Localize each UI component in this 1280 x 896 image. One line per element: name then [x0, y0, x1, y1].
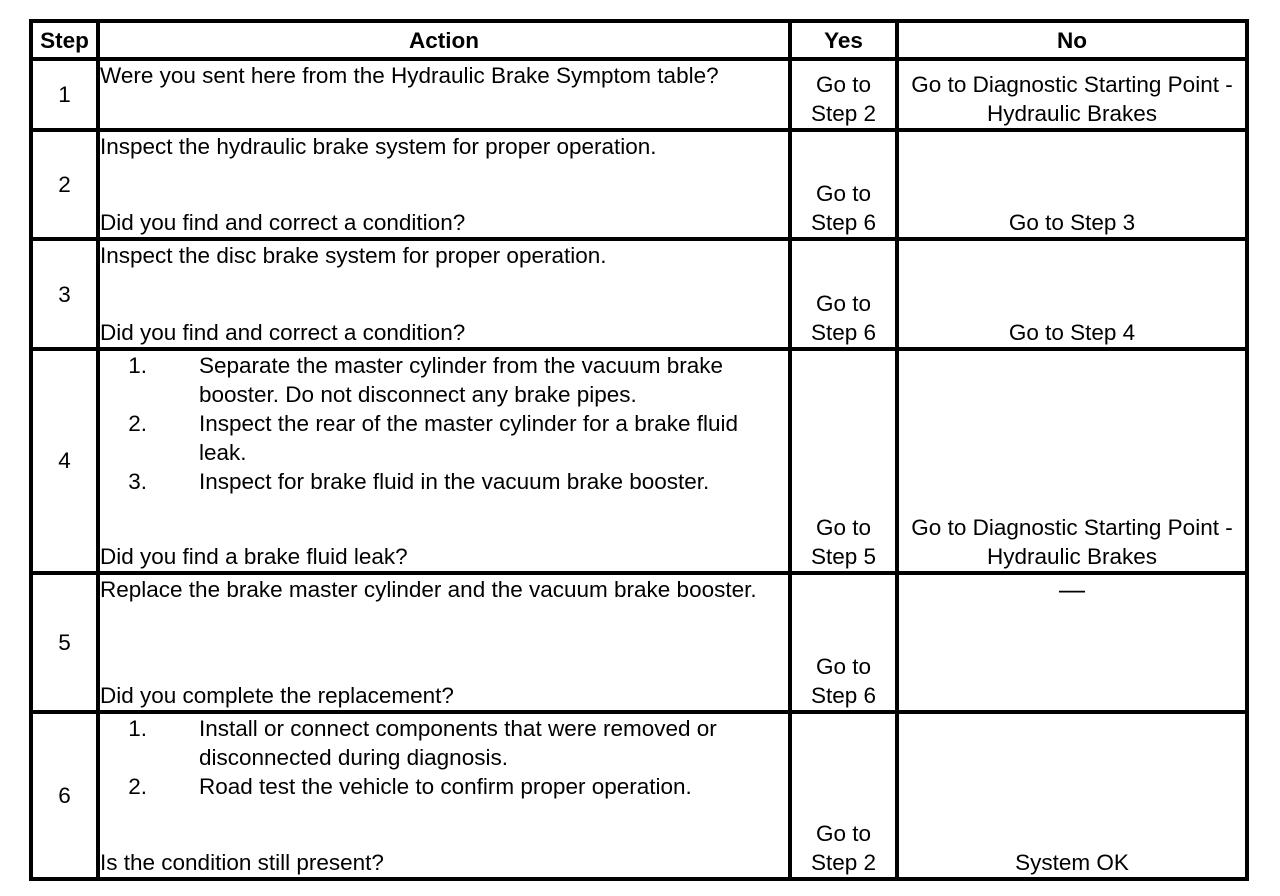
- step-number: 5: [31, 573, 98, 711]
- list-text: Separate the master cylinder from the vacuum brake booster. Do not disconnect any brake pipes.: [199, 352, 723, 407]
- header-row: [31, 21, 1247, 59]
- yes-cell: Go to Step 2: [790, 59, 897, 130]
- no-cell: —: [897, 573, 1247, 711]
- list-item: [100, 714, 788, 772]
- instruction-list: [100, 351, 788, 496]
- yes-cell: Go to Step 6: [790, 573, 897, 711]
- header-yes: Yes: [790, 21, 897, 59]
- header-action: Action: [98, 21, 790, 59]
- list-item: [100, 351, 788, 409]
- action-cell: [98, 349, 790, 574]
- list-text: Install or connect components that were removed or disconnected during diagnosis.: [199, 715, 717, 770]
- action-text: Were you sent here from the Hydraulic Brake Symptom table?: [100, 63, 719, 89]
- diagnostic-table: [29, 19, 1249, 881]
- header-step: Step: [31, 21, 98, 59]
- table-row: [31, 712, 1247, 879]
- step-number: 3: [31, 239, 98, 348]
- yes-cell: Go to Step 5: [790, 349, 897, 574]
- table-row: [31, 59, 1247, 130]
- list-text: Inspect the rear of the master cylinder for a brake fluid leak.: [199, 410, 739, 465]
- no-cell: System OK: [897, 712, 1247, 879]
- yes-cell: Go to Step 6: [790, 239, 897, 348]
- list-text: Inspect for brake fluid in the vacuum brake booster.: [199, 468, 710, 494]
- list-number: 3.: [128, 468, 147, 494]
- no-cell: Go to Diagnostic Starting Point - Hydraulic Brakes: [897, 59, 1247, 130]
- table-row: [31, 573, 1247, 711]
- action-cell: [98, 573, 790, 711]
- table-row: [31, 130, 1247, 239]
- action-cell: [98, 712, 790, 879]
- action-text: Inspect the disc brake system for proper operation.: [100, 243, 607, 269]
- step-number: 2: [31, 130, 98, 239]
- yes-cell: Go to Step 2: [790, 712, 897, 879]
- list-item: [100, 409, 788, 467]
- action-question: Did you find and correct a condition?: [100, 319, 466, 345]
- action-question: Did you find and correct a condition?: [100, 210, 466, 236]
- action-question: Did you complete the replacement?: [100, 682, 454, 708]
- header-no: No: [897, 21, 1247, 59]
- table-row: [31, 349, 1247, 574]
- no-cell: Go to Step 3: [897, 130, 1247, 239]
- list-text: Road test the vehicle to confirm proper operation.: [199, 773, 692, 799]
- no-cell: Go to Diagnostic Starting Point - Hydraulic Brakes: [897, 349, 1247, 574]
- action-text: Replace the brake master cylinder and the vacuum brake booster.: [100, 577, 757, 603]
- table-row: [31, 239, 1247, 348]
- action-question: Did you find a brake fluid leak?: [100, 544, 408, 570]
- list-number: 2.: [128, 410, 147, 436]
- no-cell: Go to Step 4: [897, 239, 1247, 348]
- action-text: Inspect the hydraulic brake system for proper operation.: [100, 134, 657, 160]
- action-cell: [98, 130, 790, 239]
- step-number: 6: [31, 712, 98, 879]
- list-number: 2.: [128, 773, 147, 799]
- yes-cell: Go to Step 6: [790, 130, 897, 239]
- list-item: [100, 772, 788, 801]
- step-number: 1: [31, 59, 98, 130]
- instruction-list: [100, 714, 788, 801]
- list-number: 1.: [128, 352, 147, 378]
- action-cell: [98, 59, 790, 130]
- list-item: [100, 467, 788, 496]
- action-cell: [98, 239, 790, 348]
- list-number: 1.: [128, 715, 147, 741]
- action-question: Is the condition still present?: [100, 850, 384, 875]
- step-number: 4: [31, 349, 98, 574]
